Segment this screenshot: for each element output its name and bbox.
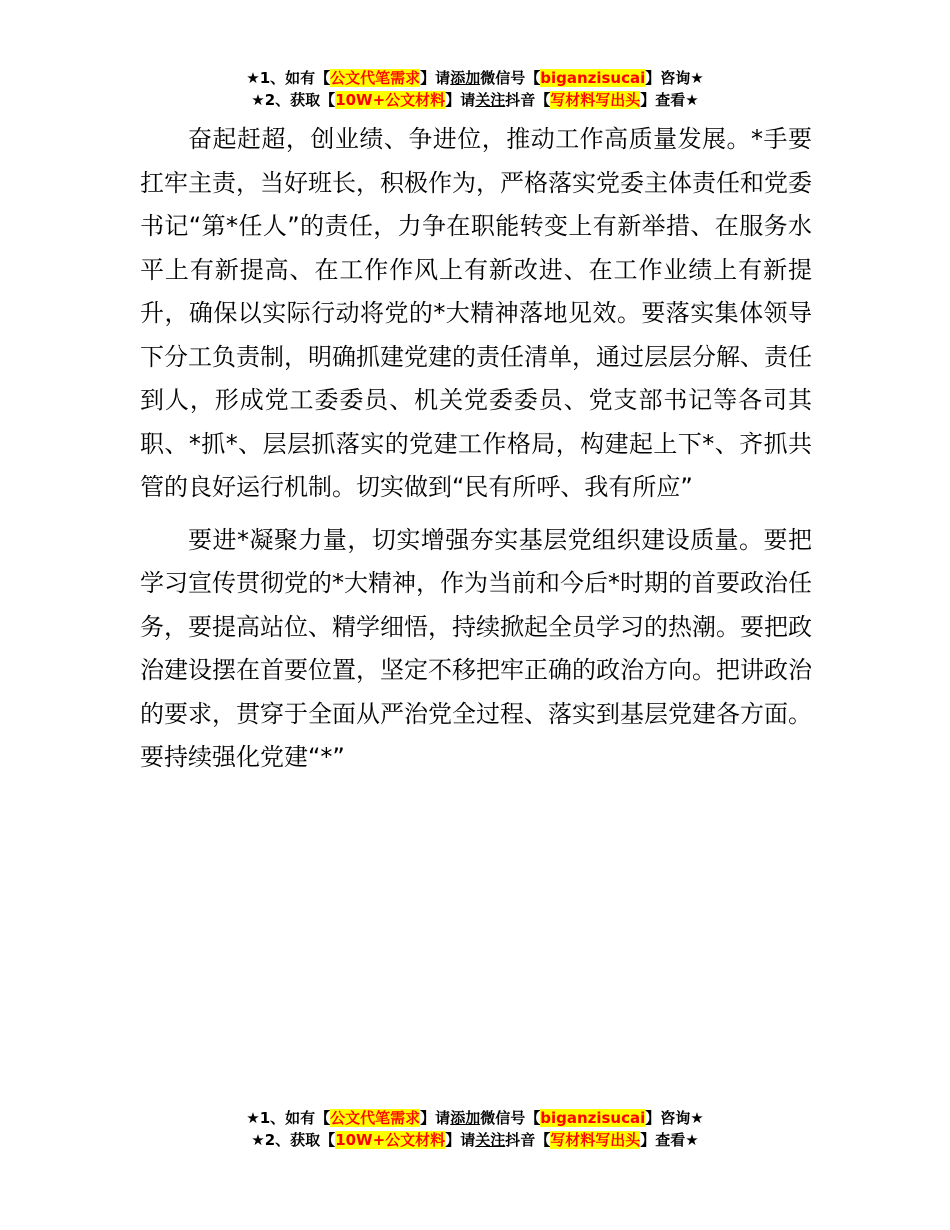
banner-text: 】请	[420, 1109, 451, 1127]
highlight-materials: 10W+公文材料	[335, 91, 446, 109]
highlight-service: 公文代笔需求	[330, 69, 421, 87]
banner-text: 】查看★	[640, 91, 699, 109]
banner-text: 】请	[420, 69, 451, 87]
header-banner	[0, 67, 950, 111]
banner-text: 微信号【	[480, 1109, 541, 1127]
highlight-douyin-account: 写材料写出头	[550, 91, 641, 109]
highlight-materials: 10W+公文材料	[335, 1131, 446, 1149]
banner-text: ★2、获取【	[251, 1131, 336, 1149]
banner-line-1	[0, 67, 950, 89]
banner-text: 】查看★	[640, 1131, 699, 1149]
underlined-text: 关注	[475, 91, 506, 109]
banner-line-2	[0, 1129, 950, 1151]
banner-text: ★1、如有【	[246, 1109, 331, 1127]
banner-line-1	[0, 1107, 950, 1129]
underlined-text: 关注	[475, 1131, 506, 1149]
paragraph: 奋起赶超，创业绩、争进位，推动工作高质量发展。*手要扛牢主责，当好班长，积极作为，严格落实党委主体责任和党委书记“第*任人”的责任，力争在职能转变上有新举措、在服务水平上有新提高、在工作作风上有新改进、在工作业绩上有新提升，确保以实际行动将党的*大精神落地见效。要落实集体领导下分工负责制，明确抓建党建的责任清单，通过层层分解、责任到人，形成党工委委员、机关党委委员、党支部书记等各司其职、*抓*、层层抓落实的党建工作格局，构建起上下*、齐抓共管的良好运行机制。切实做到“民有所呼、我有所应”	[140, 125, 812, 501]
banner-text: 】请	[445, 91, 476, 109]
banner-line-2	[0, 89, 950, 111]
highlight-douyin-account: 写材料写出头	[550, 1131, 641, 1149]
banner-text: ★1、如有【	[246, 69, 331, 87]
highlight-service: 公文代笔需求	[330, 1109, 421, 1127]
document-body	[140, 118, 812, 780]
paragraph: 要进*凝聚力量，切实增强夯实基层党组织建设质量。要把学习宣传贯彻党的*大精神，作为当前和今后*时期的首要政治任务，要提高站位、精学细悟，持续掀起全员学习的热潮。要把政治建设摆在首要位置，坚定不移把牢正确的政治方向。把讲政治的要求，贯穿于全面从严治党全过程、落实到基层党建各方面。要持续强化党建“*”	[140, 525, 812, 771]
banner-text: 抖音【	[505, 1131, 551, 1149]
underlined-text: 添加	[450, 69, 481, 87]
banner-text: 】咨询★	[645, 69, 704, 87]
highlight-wechat-id: biganzisucai	[540, 1109, 646, 1127]
banner-text: 微信号【	[480, 69, 541, 87]
banner-text: ★2、获取【	[251, 91, 336, 109]
banner-text: 】咨询★	[645, 1109, 704, 1127]
footer-banner	[0, 1107, 950, 1151]
highlight-wechat-id: biganzisucai	[540, 69, 646, 87]
banner-text: 】请	[445, 1131, 476, 1149]
banner-text: 抖音【	[505, 91, 551, 109]
underlined-text: 添加	[450, 1109, 481, 1127]
